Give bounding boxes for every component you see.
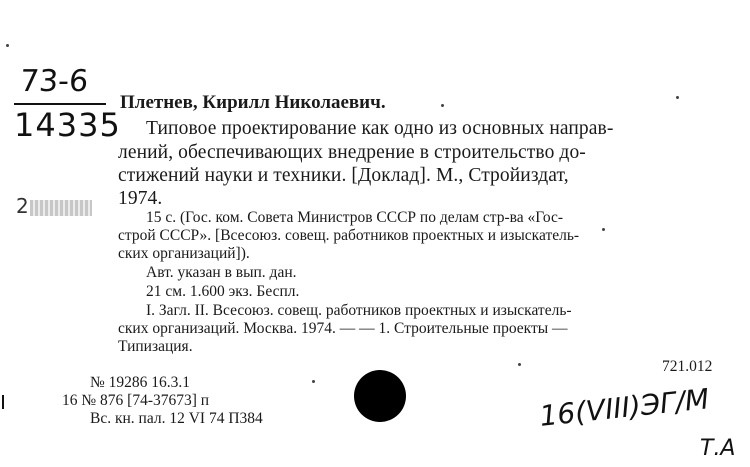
speck — [312, 380, 315, 383]
classification-number: 721.012 — [662, 358, 713, 375]
physical-line-2: строй СССР». [Всесоюз. совещ. работников проектных и изыскатель- — [118, 227, 580, 244]
title-line-4: 1974. — [118, 188, 163, 209]
speck — [602, 228, 605, 231]
note-line-2: 21 см. 1.600 экз. Беспл. — [146, 283, 300, 300]
registration-line-1: № 19286 16.3.1 — [90, 374, 191, 391]
handwritten-corner-initials: Т.А — [700, 436, 736, 461]
note-line-5: Типизация. — [118, 338, 193, 355]
note-line-4: ских организаций. Москва. 1974. — — 1. Строительные проекты — — [118, 320, 568, 337]
punch-hole — [354, 370, 406, 422]
physical-line-3: ских организаций]). — [118, 245, 250, 262]
handwritten-underline — [14, 103, 106, 105]
faded-stamp — [30, 200, 92, 216]
title-line-2: лений, обеспечивающих внедрение в строительство до- — [118, 142, 586, 163]
physical-line-1: 15 с. (Гос. ком. Совета Министров СССР по делам стр-ва «Гос- — [146, 209, 564, 226]
note-line-3: I. Загл. II. Всесоюз. совещ. работников проектных и изыскатель- — [146, 302, 572, 319]
left-edge-mark — [2, 395, 4, 409]
note-line-1: Авт. указан в вып. дан. — [146, 264, 297, 281]
speck — [676, 96, 679, 99]
title-line-3: стижений науки и техники. [Доклад]. М., Стройиздат, — [118, 165, 569, 186]
handwritten-shelf-top: 73-6 — [18, 64, 90, 99]
author-heading: Плетнев, Кирилл Николаевич. — [120, 92, 386, 113]
speck — [518, 363, 521, 366]
registration-line-3: Вс. кн. пал. 12 VI 74 П384 — [90, 410, 263, 427]
handwritten-bottom-note: 16(VIII)ЭГ/М — [538, 382, 711, 433]
registration-line-2: 16 № 876 [74-37673] п — [62, 392, 210, 409]
speck — [6, 44, 9, 47]
title-line-1: Типовое проектирование как одно из основных направ- — [146, 118, 614, 139]
speck — [441, 104, 444, 107]
handwritten-margin-mark: 2 — [16, 194, 29, 218]
handwritten-shelf-bottom: 14335 — [14, 106, 121, 144]
